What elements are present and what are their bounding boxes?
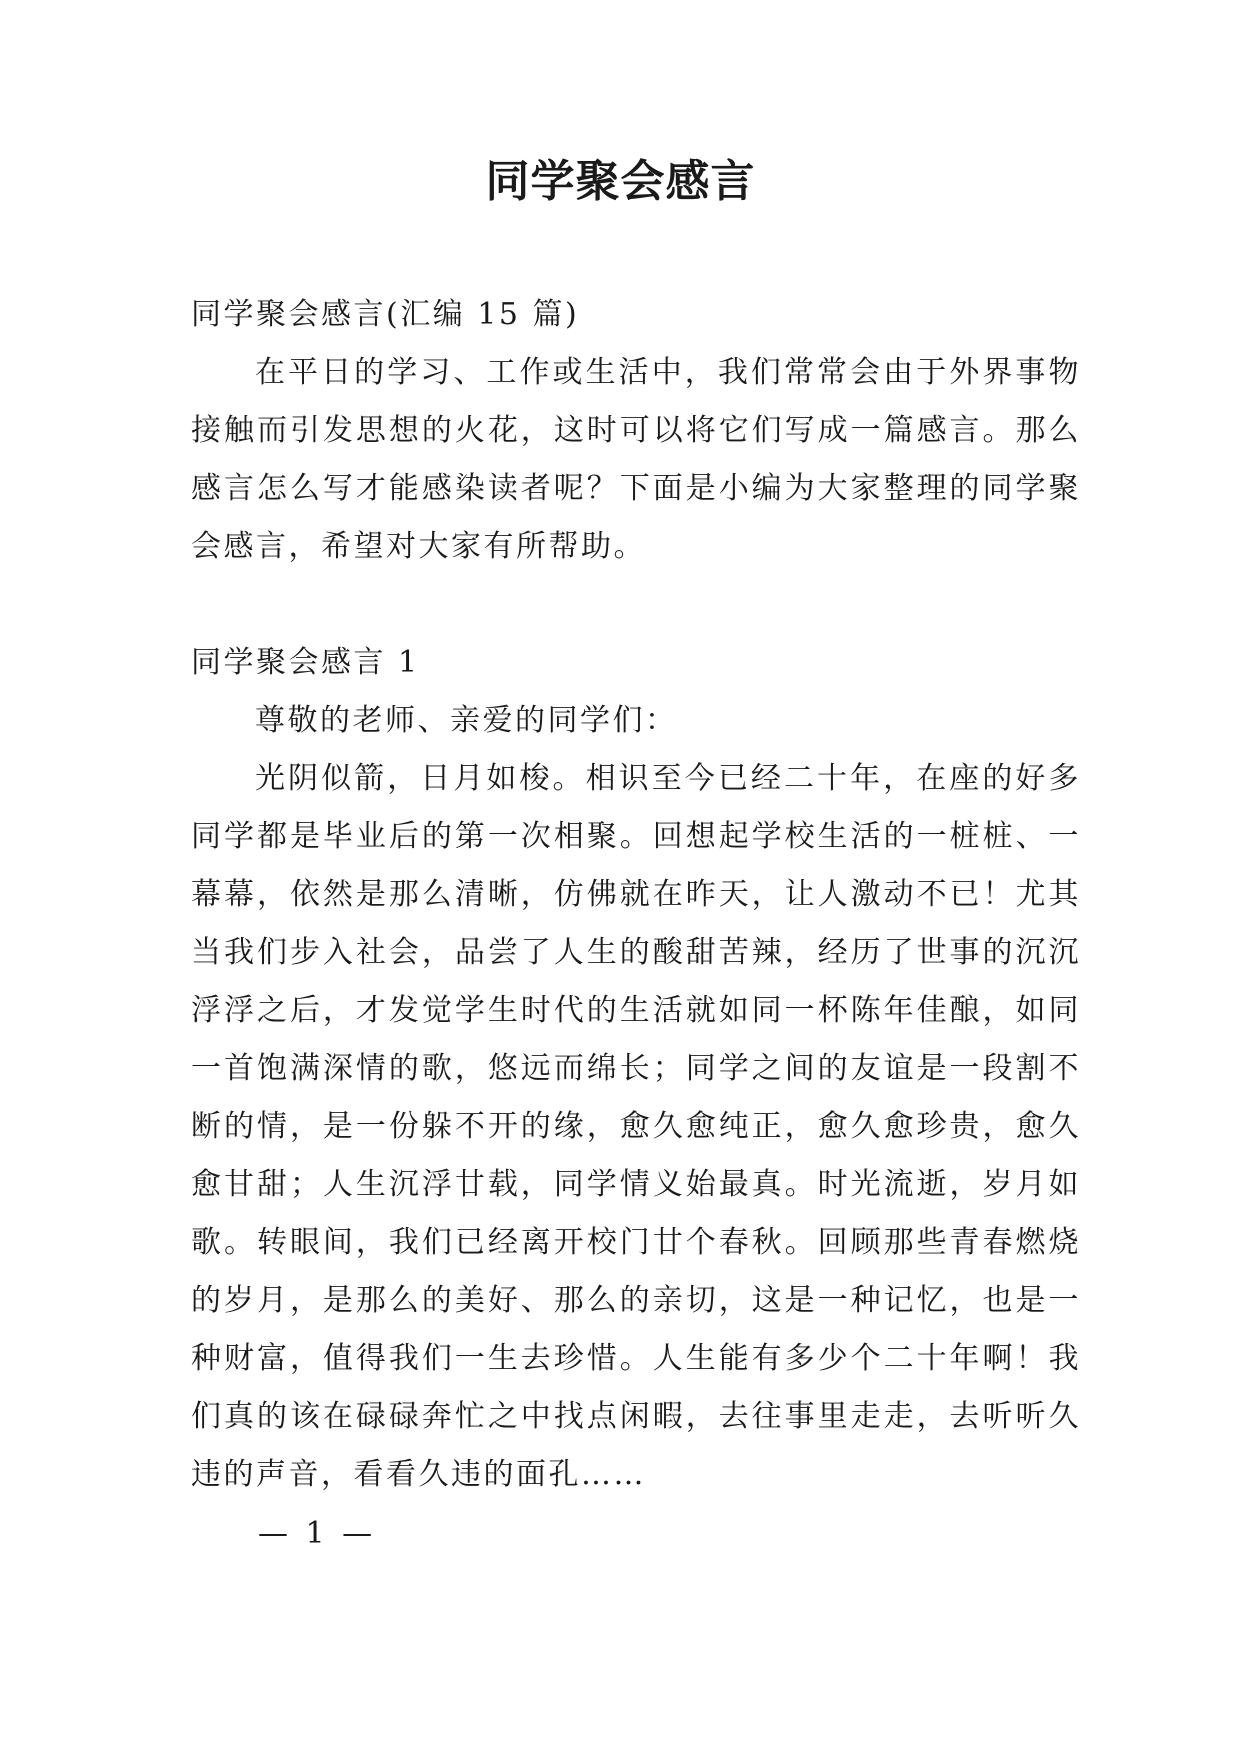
paragraph-gap bbox=[191, 576, 1081, 634]
section-heading: 同学聚会感言 1 bbox=[191, 645, 420, 680]
document-title: 同学聚会感言 bbox=[485, 156, 756, 207]
intro-paragraph: 在平日的学习、工作或生活中，我们常常会由于外界事物接触而引发思想的火花，这时可以将它们写成一篇感言。那么感言怎么写才能感染读者呢？下面是小编为大家整理的同学聚会感言，希望对大家有所帮助。 bbox=[191, 355, 1081, 564]
greeting-line: 尊敬的老师、亲爱的同学们： bbox=[255, 703, 678, 738]
body-paragraph: 光阴似箭，日月如梭。相识至今已经二十年，在座的好多同学都是毕业后的第一次相聚。回想起学校生活的一桩桩、一幕幕，依然是那么清晰，仿佛就在昨天，让人激动不已！尤其当我们步入社会，品尝了人生的酸甜苦辣，经历了世事的沉沉浮浮之后，才发觉学生时代的生活就如同一杯陈年佳酿，如同一首饱满深情的歌，悠远而绵长；同学之间的友谊是一段割不断的情，是一份躲不开的缘，愈久愈纯正，愈久愈珍贵，愈久愈甘甜；人生沉浮廿载，同学情义始最真。时光流逝，岁月如歌。转眼间，我们已经离开校门廿个春秋。回顾那些青春燃烧的岁月，是那么的美好、那么的亲切，这是一种记忆，也是一种财富，值得我们一生去珍惜。人生能有多少个二十年啊！我们真的该在碌碌奔忙之中找点闲暇，去往事里走走，去听听久违的声音，看看久违的面孔…… bbox=[191, 761, 1081, 1492]
collection-subtitle: 同学聚会感言(汇编 15 篇) bbox=[191, 297, 580, 332]
page-number: — 1 — bbox=[258, 1516, 377, 1551]
document-body bbox=[191, 286, 1081, 1504]
